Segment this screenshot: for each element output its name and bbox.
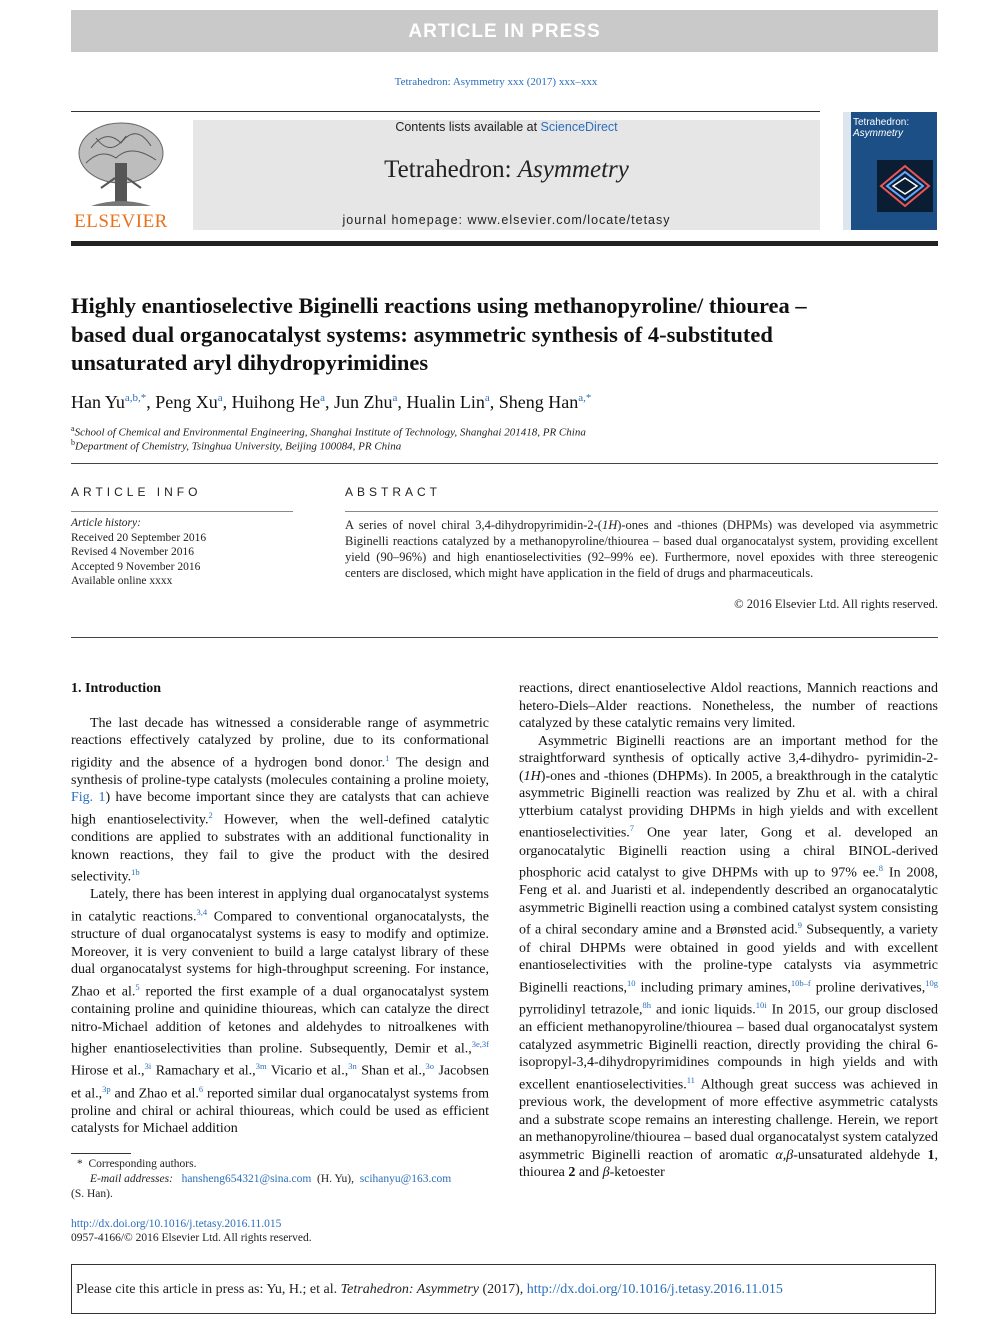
section-heading: 1. Introduction [71, 681, 161, 696]
journal-title-italic: Asymmetry [517, 156, 629, 183]
abstract-heading: ABSTRACT [345, 485, 442, 499]
cite-doi-link[interactable]: http://dx.doi.org/10.1016/j.tetasy.2016.11.015 [526, 1282, 783, 1297]
header-rule [71, 111, 820, 112]
corresponding-note: * Corresponding authors. [77, 1158, 197, 1170]
divider [71, 463, 938, 464]
author-list [71, 392, 931, 413]
email-note: E-mail addresses: hansheng654321@sina.com (H. Yu), scihanyu@163.com [90, 1173, 452, 1185]
intro-paragraph-1: The last decade has witnessed a considerable range of asymmetric reactions effectively catalyzed by proline, due to its conformational rigidity and the absence of a hydrogen bond donor.$^1$ The design and synthesis of proline-type catalysts (molecules containing a proline moiety, Fig. 1) have become important since they are catalysts that can achieve high enantioselectivity.$^2$ However, when the well-defined catalytic conditions are applied to substrates with an additional functionality in known reactions, they fail to give the product with the desired selectivity.$^{1b}$ [71, 715, 490, 885]
email-link[interactable]: scihanyu@163.com [359, 1173, 452, 1185]
article-history [71, 516, 301, 589]
divider [345, 511, 938, 512]
right-column [519, 680, 938, 1182]
history-accepted: Accepted 9 November 2016 [71, 560, 201, 573]
affiliation: $^a$School of Chemical and Environmental Engineering, Shanghai Institute of Technology, Shanghai 201418, PR China [71, 424, 586, 439]
left-column [71, 680, 489, 1138]
article-info-heading: ARTICLE INFO [71, 485, 202, 499]
author: Huihong He$^a$, [231, 392, 334, 412]
author: Han $Yu^{a,b,*}$, [71, 392, 156, 412]
author: Peng Xu$^a$, [155, 392, 232, 412]
cover-title-2: Asymmetry [853, 128, 903, 139]
intro-paragraph-2: Lately, there has been interest in applying dual organocatalyst systems in catalytic reactions.$^{3,4}$ Compared to conventional organocatalysts, the structure of dual organocatalyst systems is easy to modify and optimize. Moreover, it is very convenient to build a large catalyst library of these dual organocatalyst systems for high-throughput screening. For instance, Zhao et al.$^5$ reported the first example of a dual organocatalyst system containing proline and quinidine thioureas, which can catalyze the direct nitro-Michael addition of ketones and aldehydes to nitroalkenes with higher enantioselectivities than proline. Subsequently, Demir et al.,$^{3e,3f}$ Hirose et al.,$^{3i}$ Ramachary et al.,$^{3m}$ Vicario et al.,$^{3n}$ Shan et al.,$^{3o}$ Jacobsen et al.,$^{3p}$ and Zhao et al.$^6$ reported similar dual organocatalyst systems from proline and chiral or achiral thioureas, which could be used as efficient catalysts for Michael addition [71, 887, 490, 1137]
publisher-name: ELSEVIER [74, 211, 168, 232]
tree-icon [71, 118, 171, 210]
email-link[interactable]: hansheng654321@sina.com [181, 1173, 312, 1185]
doi-link[interactable]: http://dx.doi.org/10.1016/j.tetasy.2016.11.015 [71, 1218, 282, 1230]
abstract-copyright: © 2016 Elsevier Ltd. All rights reserved. [734, 597, 938, 611]
article-in-press-banner: ARTICLE IN PRESS [71, 10, 938, 52]
contents-prefix: Contents lists available at [395, 120, 541, 134]
history-received: Received 20 September 2016 [71, 531, 207, 544]
contents-line [193, 120, 820, 134]
issn-line: 0957-4166/© 2016 Elsevier Ltd. All rights reserved. [71, 1232, 312, 1244]
abstract-text: A series of novel chiral 3,4-dihydropyrimidin-2-(1H)-ones and -thiones (DHPMs) was developed via asymmetric Biginelli reactions catalyzed by a methanopyroline/thiourea – based dual organocatalyst system, providing excellent yield (90–96%) and high enantioselectivities (92–99% ee). Furthermore, novel epoxides with three stereogenic centers are disclosed, which might have application in the field of drugs and pharmaceuticals. [345, 518, 938, 580]
journal-title-plain: Tetrahedron: [384, 156, 518, 183]
intro-paragraph-continued: reactions, direct enantioselective Aldol reactions, Mannich reactions and hetero-Diels–Alder reactions. Nonetheless, the number of reactions catalyzed by these catalytic remains very limited. [519, 681, 938, 732]
email-note-owner: (S. Han). [71, 1188, 113, 1200]
intro-paragraph-3: Asymmetric Biginelli reactions are an important method for the straightforward synthesis of optically active 3,4-dihydro- pyrimidin-2-(1H)-ones and -thiones (DHPMs). In 2005, a breakthrough in the catalytic asymmetric Biginelli reaction was realized by Zhu et al. with a chiral ytterbium catalyst providing DHPMs in high yields and with excellent enantioselectivities.$^7$ One year later, Gong et al. developed an organocatalytic Biginelli reaction using a chiral BINOL-derived phosphoric acid catalyst to give DHPMs with up to 97% ee.$^8$ In 2008, Feng et al. and Juaristi et al. independently described an organocatalytic asymmetric Biginelli reaction using a combined catalyst system consisting of a chiral secondary amine and a Brønsted acid.$^9$ Subsequently, a variety of chiral DHPMs were obtained in good yields and with excellent enantioselectivities with the proline-type catalysts via asymmetric Biginelli reactions,$^{10}$ including primary amines,$^{10b-f}$ proline derivatives,$^{10g}$ pyrrolidinyl tetrazole,$^{8h}$ and ionic liquids.$^{10i}$ In 2015, our group disclosed an efficient methanopyroline/thiourea – based dual organocatalyst system catalyzed asymmetric Biginelli reaction, directly providing the chiral 6-isopropyl-3,4-dihydropyrimidines compounds in high yields and with excellent enantioselectivities.$^{11}$ Although great success was achieved in previous work, the development of more effective asymmetric catalysts and a substrate scope remains an interesting challenge. Herein, we report an methanopyroline/thiourea – based dual organocatalyst system catalyzed asymmetric Biginelli reaction of aromatic α,β-unsaturated aldehyde 1, thiourea 2 and β-ketoester [519, 733, 939, 1181]
figure-link[interactable]: Fig. 1 [71, 790, 106, 806]
affiliation: $^b$Department of Chemistry, Tsinghua University, Beijing 100084, PR China [71, 438, 402, 453]
author: Sheng Han$^{a,*}$ [498, 392, 592, 412]
author: Hualin Lin$^a$, [406, 392, 499, 412]
cite-box: Please cite this article in press as: Yu, H.; et al. Tetrahedron: Asymmetry (2017), http://dx.doi.org/10.1016/j.tetasy.2016.11.015 [71, 1264, 936, 1314]
header-thick-rule [71, 241, 938, 246]
journal-citation-header[interactable]: Tetrahedron: Asymmetry xxx (2017) xxx–xxx [394, 76, 598, 88]
divider [71, 511, 293, 512]
cover-title-1: Tetrahedron: [853, 117, 910, 128]
journal-title [193, 156, 820, 184]
article-title: Highly enantioselective Biginelli reactions using methanopyroline/ thiourea – based dual organocatalyst systems: asymmetric synthesis of 4-substituted unsaturated aryl dihydropyrimidines [71, 293, 807, 375]
cover-graphic-icon [877, 160, 933, 212]
author: Jun Zhu$^a$, [334, 392, 407, 412]
footnote-rule [71, 1153, 131, 1154]
history-online: Available online xxxx [71, 575, 173, 587]
history-label: Article history: [71, 517, 141, 529]
divider [71, 637, 938, 638]
journal-cover-image [843, 112, 937, 230]
footnotes [71, 1157, 489, 1202]
sciencedirect-link[interactable]: ScienceDirect [540, 120, 618, 134]
journal-homepage[interactable]: journal homepage: www.elsevier.com/locate/tetasy [342, 213, 671, 227]
history-revised: Revised 4 November 2016 [71, 546, 194, 558]
